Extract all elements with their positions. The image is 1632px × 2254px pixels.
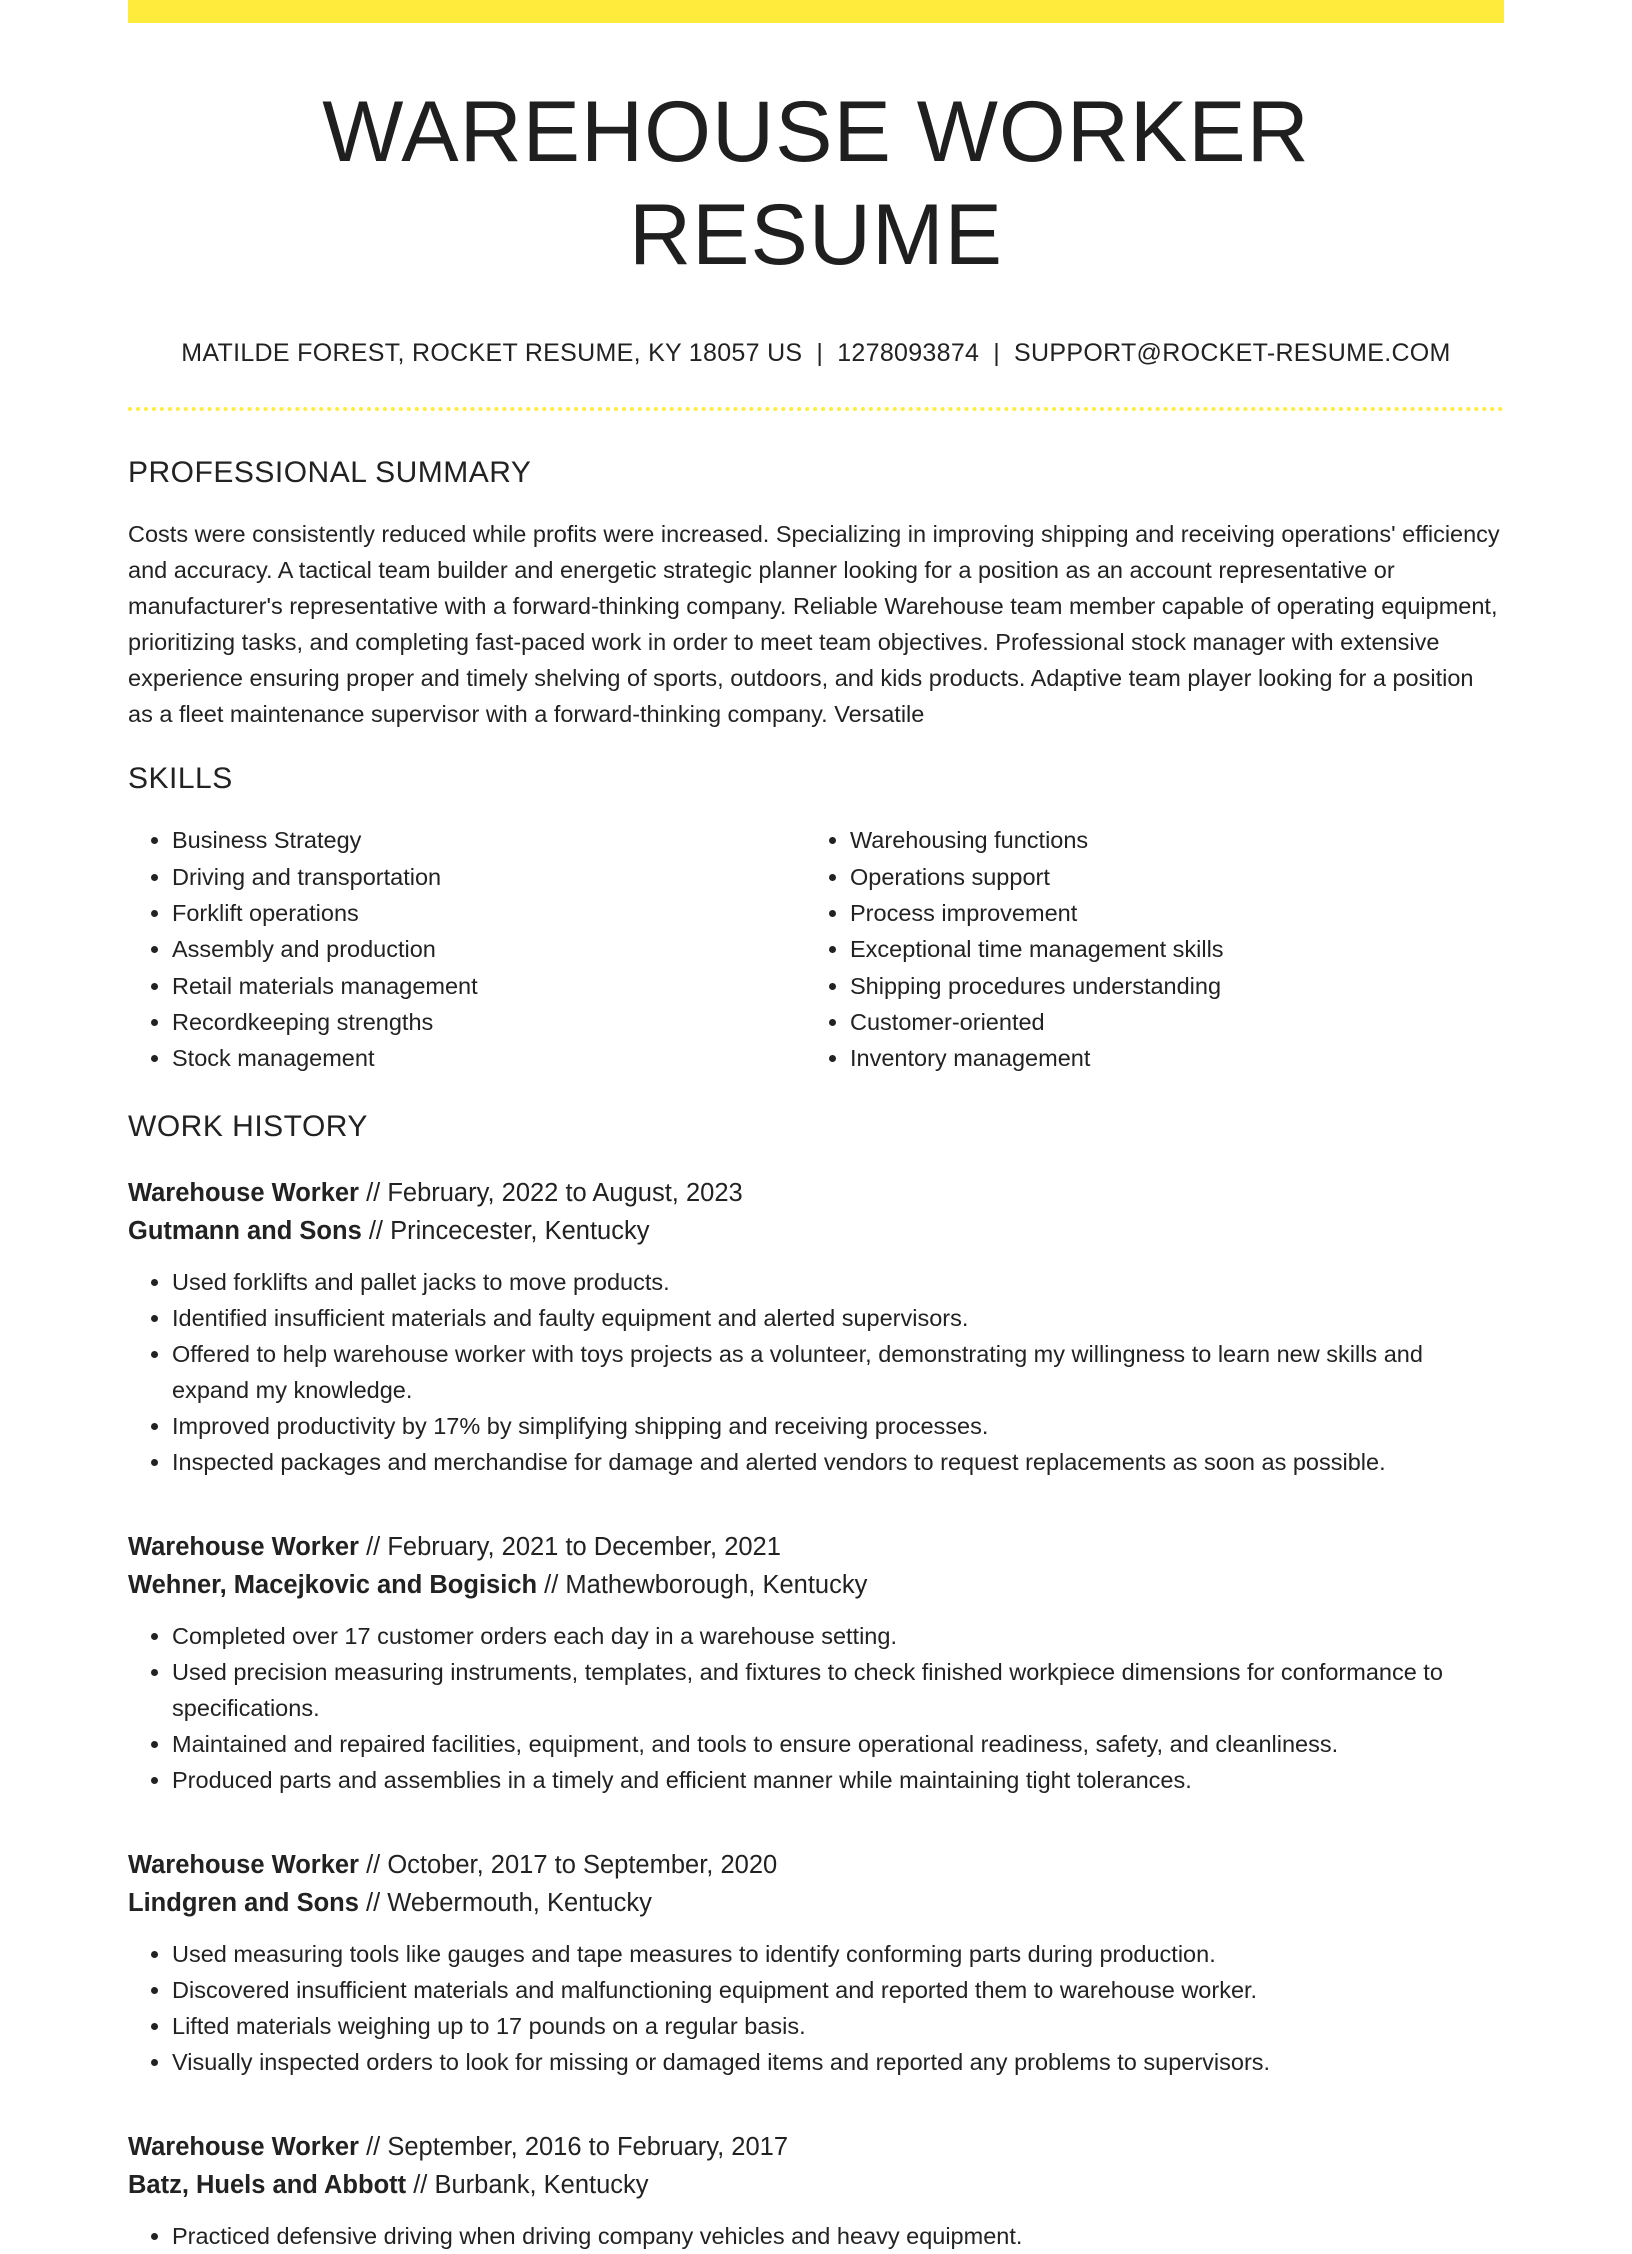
top-accent-bar (128, 0, 1504, 23)
job-title: Warehouse Worker (128, 2133, 359, 2162)
contact-info (128, 339, 1504, 368)
job-title-line (128, 1528, 1504, 1566)
skill-item: • Retail materials management (172, 968, 806, 1004)
skills-column-right (806, 822, 1484, 1076)
summary-text: Costs were consistently reduced while profits were increased. Specializing in improving shipping and receiving operations' efficiency and accuracy. A tactical team builder and energetic strategic planner looking for a position as an account representative or manufacturer's representative with a forward-thinking company. Reliable Warehouse team member capable of operating equipment, prioritizing tasks, and completing fast-paced work in order to meet team objectives. Professional stock manager with extensive experience ensuring proper and timely shelving of sports, outdoors, and kids products. Adaptive team player looking for a position as a fleet maintenance supervisor with a forward-thinking company. Versatile (128, 521, 1500, 728)
job-entry (128, 1846, 1504, 2080)
job-bullet: • Lifted materials weighing up to 17 pounds on a regular basis. (172, 2008, 1504, 2044)
contact-address: MATILDE FOREST, ROCKET RESUME, KY 18057 US (181, 339, 803, 368)
skill-item: • Inventory management (850, 1040, 1484, 1076)
job-bullet: • Visually inspected orders to look for missing or damaged items and reported any problems to supervisors. (172, 2044, 1504, 2080)
page-title: WAREHOUSE WORKER RESUME (322, 84, 1310, 284)
job-title-line (128, 1174, 1504, 1212)
job-bullets (128, 2218, 1504, 2254)
job-dates: // September, 2016 to February, 2017 (358, 2133, 789, 2162)
job-company: Lindgren and Sons (128, 1889, 359, 1918)
skill-item: • Business Strategy (172, 822, 806, 858)
job-company-line (128, 1212, 1504, 1250)
job-company: Gutmann and Sons (128, 1217, 362, 1246)
skill-item: • Customer-oriented (850, 1004, 1484, 1040)
job-title: Warehouse Worker (128, 1851, 359, 1880)
skills-list (128, 822, 1504, 1076)
skill-item: • Process improvement (850, 895, 1484, 931)
job-entry (128, 1174, 1504, 1480)
job-dates: // October, 2017 to September, 2020 (358, 1851, 778, 1880)
job-bullet: • Practiced defensive driving when driving company vehicles and heavy equipment. (172, 2218, 1504, 2254)
job-bullets (128, 1618, 1504, 1798)
job-bullet: • Discovered insufficient materials and malfunctioning equipment and reported them to warehouse worker. (172, 1972, 1504, 2008)
job-bullet: • Produced parts and assemblies in a timely and efficient manner while maintaining tight tolerances. (172, 1762, 1504, 1798)
job-company-line (128, 1566, 1504, 1604)
job-company: Batz, Huels and Abbott (128, 2171, 407, 2200)
job-bullet: • Improved productivity by 17% by simplifying shipping and receiving processes. (172, 1408, 1504, 1444)
job-bullet: • Used measuring tools like gauges and tape measures to identify conforming parts during production. (172, 1936, 1504, 1972)
job-bullet: • Inspected packages and merchandise for damage and alerted vendors to request replacements as soon as possible. (172, 1444, 1504, 1480)
skills-heading: SKILLS (128, 762, 233, 796)
job-entry (128, 1528, 1504, 1798)
summary-heading: PROFESSIONAL SUMMARY (128, 456, 532, 490)
job-location: // Webermouth, Kentucky (358, 1889, 652, 1918)
skill-item: • Stock management (172, 1040, 806, 1076)
contact-email: SUPPORT@ROCKET-RESUME.COM (1014, 339, 1451, 368)
job-title: Warehouse Worker (128, 1179, 359, 1208)
job-title: Warehouse Worker (128, 1533, 359, 1562)
skill-item: • Recordkeeping strengths (172, 1004, 806, 1040)
job-dates: // February, 2022 to August, 2023 (358, 1179, 743, 1208)
contact-separator: | (816, 339, 824, 368)
job-bullet: • Completed over 17 customer orders each day in a warehouse setting. (172, 1618, 1504, 1654)
job-dates: // February, 2021 to December, 2021 (358, 1533, 781, 1562)
job-company-line (128, 1884, 1504, 1922)
skill-item: • Exceptional time management skills (850, 931, 1484, 967)
job-bullet: • Used precision measuring instruments, templates, and fixtures to check finished workpiece dimensions for conformance to specifications. (172, 1654, 1504, 1726)
job-location: // Mathewborough, Kentucky (537, 1571, 868, 1600)
job-location: // Princecester, Kentucky (361, 1217, 650, 1246)
contact-separator: | (993, 339, 1001, 368)
skill-item: • Driving and transportation (172, 859, 806, 895)
skills-column-left (128, 822, 806, 1076)
contact-phone: 1278093874 (837, 339, 980, 368)
job-title-line (128, 2128, 1504, 2166)
job-bullet: • Offered to help warehouse worker with toys projects as a volunteer, demonstrating my willingness to learn new skills and expand my knowledge. (172, 1336, 1504, 1408)
skill-item: • Operations support (850, 859, 1484, 895)
job-location: // Burbank, Kentucky (406, 2171, 649, 2200)
header-divider (128, 407, 1504, 411)
skill-item: • Assembly and production (172, 931, 806, 967)
job-bullet: • Maintained and repaired facilities, equipment, and tools to ensure operational readiness, safety, and cleanliness. (172, 1726, 1504, 1762)
job-bullets (128, 1264, 1504, 1480)
job-bullet: • Identified insufficient materials and faulty equipment and alerted supervisors. (172, 1300, 1504, 1336)
job-company-line (128, 2166, 1504, 2204)
job-title-line (128, 1846, 1504, 1884)
job-bullets (128, 1936, 1504, 2080)
skill-item: • Shipping procedures understanding (850, 968, 1484, 1004)
skill-item: • Forklift operations (172, 895, 806, 931)
work-history-heading: WORK HISTORY (128, 1110, 368, 1144)
job-company: Wehner, Macejkovic and Bogisich (128, 1571, 538, 1600)
resume-page (128, 0, 1504, 2254)
skill-item: • Warehousing functions (850, 822, 1484, 858)
job-entry (128, 2128, 1504, 2254)
job-bullet: • Used forklifts and pallet jacks to move products. (172, 1264, 1504, 1300)
